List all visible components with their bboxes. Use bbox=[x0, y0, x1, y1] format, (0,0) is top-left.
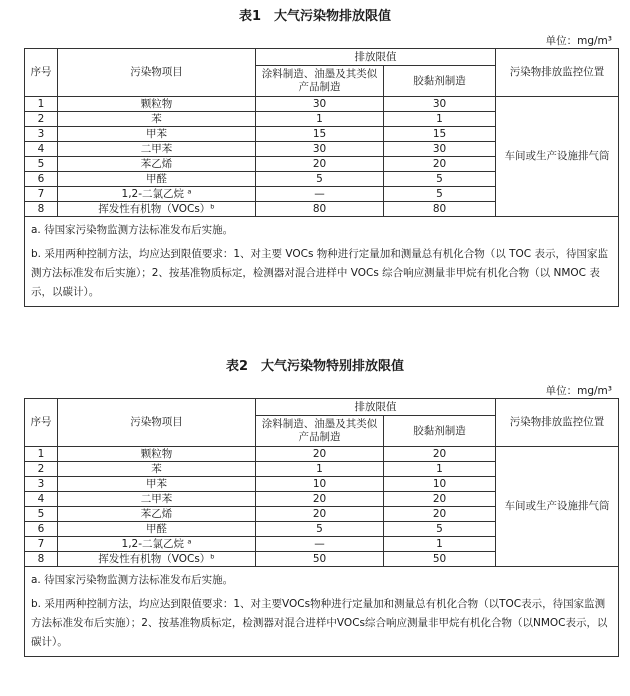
row-no: 8 bbox=[25, 202, 58, 217]
row-pollutant: 甲苯 bbox=[58, 477, 256, 492]
header-col-a: 涂料制造、油墨及其类似产品制造 bbox=[256, 416, 384, 447]
row-no: 2 bbox=[25, 112, 58, 127]
row-no: 8 bbox=[25, 552, 58, 567]
table-2-unit: 单位：mg/m³ bbox=[545, 385, 612, 397]
row-pollutant: 1,2-二氯乙烷 ᵃ bbox=[58, 187, 256, 202]
row-pollutant: 1,2-二氯乙烷 ᵃ bbox=[58, 537, 256, 552]
row-value-b: 20 bbox=[384, 447, 496, 462]
row-pollutant: 苯乙烯 bbox=[58, 157, 256, 172]
row-value-b: 1 bbox=[384, 462, 496, 477]
row-pollutant: 甲醛 bbox=[58, 172, 256, 187]
table-2-section bbox=[0, 350, 630, 657]
table-1 bbox=[24, 48, 619, 307]
row-value-b: 20 bbox=[384, 492, 496, 507]
row-value-a: 1 bbox=[256, 112, 384, 127]
table-2 bbox=[24, 398, 619, 657]
table-2-notes bbox=[25, 567, 619, 657]
row-value-b: 5 bbox=[384, 187, 496, 202]
row-no: 3 bbox=[25, 477, 58, 492]
note-a: a. 待国家污染物监测方法标准发布后实施。 bbox=[31, 574, 234, 586]
monitor-location: 车间或生产设施排气筒 bbox=[496, 447, 619, 567]
row-no: 6 bbox=[25, 522, 58, 537]
row-pollutant: 甲醛 bbox=[58, 522, 256, 537]
row-no: 4 bbox=[25, 492, 58, 507]
row-value-a: 20 bbox=[256, 492, 384, 507]
row-pollutant: 甲苯 bbox=[58, 127, 256, 142]
table-1-section bbox=[0, 0, 630, 307]
header-col-b: 胶黏剂制造 bbox=[384, 66, 496, 97]
note-b: b. 采用两种控制方法，均应达到限值要求：1、对主要VOCs物种进行定量加和测量总有机化合物（以TOC表示，待国家监测方法标准发布后实施）；2、按基准物质标定，检测器对混合进样中VOCs综合响应测量非甲烷有机化合物（以NMOC表示，以碳计）。 bbox=[31, 598, 608, 648]
row-pollutant: 苯 bbox=[58, 112, 256, 127]
row-value-a: 1 bbox=[256, 462, 384, 477]
row-pollutant: 挥发性有机物（VOCs）ᵇ bbox=[58, 202, 256, 217]
row-value-b: 30 bbox=[384, 97, 496, 112]
row-value-a: 20 bbox=[256, 447, 384, 462]
row-value-a: — bbox=[256, 187, 384, 202]
header-no: 序号 bbox=[25, 399, 58, 447]
row-pollutant: 苯 bbox=[58, 462, 256, 477]
table-row bbox=[25, 447, 619, 462]
row-no: 7 bbox=[25, 537, 58, 552]
row-value-a: 15 bbox=[256, 127, 384, 142]
row-no: 5 bbox=[25, 157, 58, 172]
row-value-b: 5 bbox=[384, 172, 496, 187]
row-value-a: 5 bbox=[256, 172, 384, 187]
header-limits: 排放限值 bbox=[256, 399, 496, 416]
row-value-a: — bbox=[256, 537, 384, 552]
row-value-a: 80 bbox=[256, 202, 384, 217]
note-a: a. 待国家污染物监测方法标准发布后实施。 bbox=[31, 224, 234, 236]
row-value-b: 20 bbox=[384, 157, 496, 172]
row-no: 3 bbox=[25, 127, 58, 142]
row-value-b: 10 bbox=[384, 477, 496, 492]
row-value-a: 30 bbox=[256, 142, 384, 157]
row-value-a: 20 bbox=[256, 157, 384, 172]
row-pollutant: 颗粒物 bbox=[58, 97, 256, 112]
row-value-b: 30 bbox=[384, 142, 496, 157]
row-pollutant: 二甲苯 bbox=[58, 142, 256, 157]
row-no: 1 bbox=[25, 447, 58, 462]
header-limits: 排放限值 bbox=[256, 49, 496, 66]
row-value-b: 1 bbox=[384, 112, 496, 127]
row-no: 2 bbox=[25, 462, 58, 477]
table-2-title: 表2 大气污染物特别排放限值 bbox=[225, 359, 405, 374]
table-1-notes bbox=[25, 217, 619, 307]
table-1-title: 表1 大气污染物排放限值 bbox=[238, 9, 392, 24]
row-no: 5 bbox=[25, 507, 58, 522]
header-col-b: 胶黏剂制造 bbox=[384, 416, 496, 447]
row-value-b: 1 bbox=[384, 537, 496, 552]
row-value-b: 5 bbox=[384, 522, 496, 537]
row-value-b: 50 bbox=[384, 552, 496, 567]
row-value-a: 5 bbox=[256, 522, 384, 537]
note-b: b. 采用两种控制方法，均应达到限值要求：1、对主要 VOCs 物种进行定量加和测量总有机化合物（以 TOC 表示，待国家监测方法标准发布后实施）；2、按基准物质标定，检测器对混合进样中 VOCs 综合响应测量非甲烷有机化合物（以 NMOC 表示，以碳计）。 bbox=[31, 248, 608, 298]
row-value-a: 10 bbox=[256, 477, 384, 492]
table-1-unit: 单位：mg/m³ bbox=[545, 35, 612, 47]
row-value-b: 15 bbox=[384, 127, 496, 142]
table-row bbox=[25, 97, 619, 112]
row-value-a: 50 bbox=[256, 552, 384, 567]
row-pollutant: 挥发性有机物（VOCs）ᵇ bbox=[58, 552, 256, 567]
row-value-a: 20 bbox=[256, 507, 384, 522]
header-monitor: 污染物排放监控位置 bbox=[496, 49, 619, 97]
row-pollutant: 二甲苯 bbox=[58, 492, 256, 507]
header-monitor: 污染物排放监控位置 bbox=[496, 399, 619, 447]
header-pollutant: 污染物项目 bbox=[58, 399, 256, 447]
header-pollutant: 污染物项目 bbox=[58, 49, 256, 97]
monitor-location: 车间或生产设施排气筒 bbox=[496, 97, 619, 217]
row-no: 6 bbox=[25, 172, 58, 187]
row-no: 1 bbox=[25, 97, 58, 112]
header-col-a: 涂料制造、油墨及其类似产品制造 bbox=[256, 66, 384, 97]
row-pollutant: 苯乙烯 bbox=[58, 507, 256, 522]
row-no: 7 bbox=[25, 187, 58, 202]
row-no: 4 bbox=[25, 142, 58, 157]
row-pollutant: 颗粒物 bbox=[58, 447, 256, 462]
row-value-b: 80 bbox=[384, 202, 496, 217]
row-value-a: 30 bbox=[256, 97, 384, 112]
header-no: 序号 bbox=[25, 49, 58, 97]
row-value-b: 20 bbox=[384, 507, 496, 522]
